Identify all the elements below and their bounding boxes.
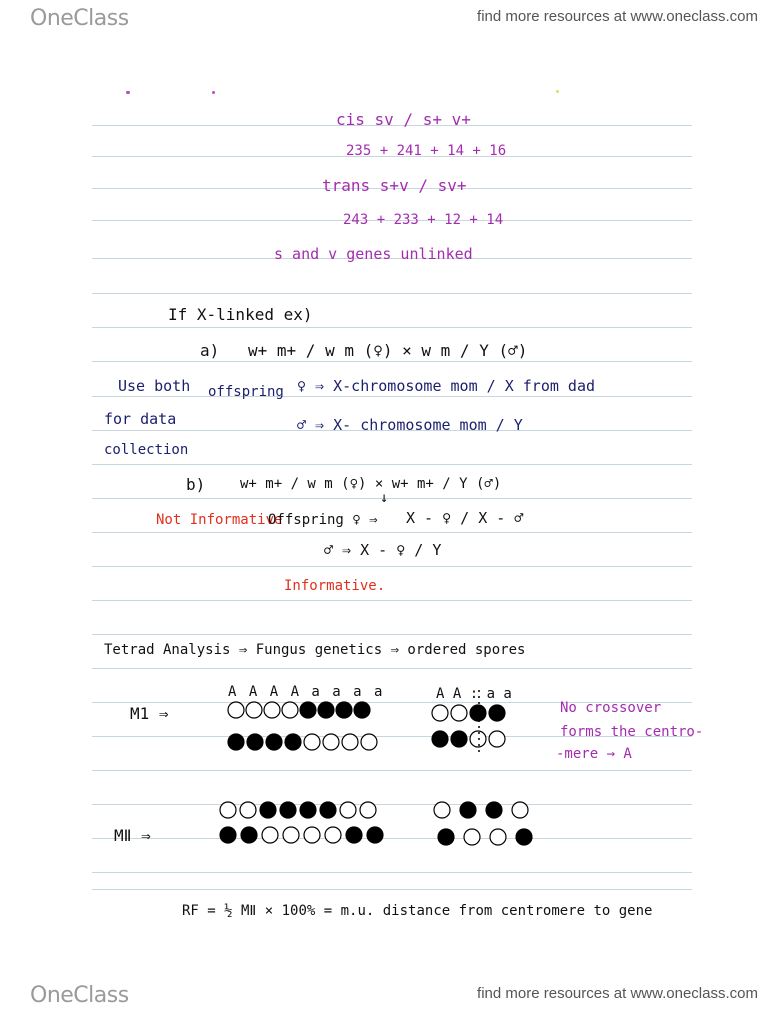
filled-spore — [460, 802, 476, 818]
empty-spore — [434, 802, 450, 818]
rf-formula: RF = ½ MⅡ × 100% = m.u. distance from centromere to gene — [182, 903, 653, 919]
not-informative-note: Not Informative — [156, 512, 283, 528]
empty-spore — [360, 802, 376, 818]
empty-spore — [451, 705, 467, 721]
offspring-b-female: X - ♀ / X - ♂ — [406, 509, 524, 527]
filled-spore — [336, 702, 352, 718]
use-both-note: Use both — [118, 377, 191, 395]
m1-label: M1 ⇒ — [130, 704, 169, 723]
oneclass-logo-bottom: OneClass — [30, 983, 129, 1008]
resources-link-top[interactable]: find more resources at www.oneclass.com — [477, 8, 758, 25]
empty-spore — [282, 702, 298, 718]
empty-spore — [283, 827, 299, 843]
no-crossover-note: -mere → A — [556, 746, 632, 762]
cis-genotype: cis sv / s+ v+ — [336, 110, 471, 129]
filled-spore — [300, 702, 316, 718]
m1-alleles-left: A A A A a a a a — [228, 684, 385, 700]
filled-spore — [438, 829, 454, 845]
trans-counts: 243 + 233 + 12 + 14 — [343, 212, 504, 228]
cross-b: w+ m+ / w m (♀) × w+ m+ / Y (♂) — [240, 476, 502, 492]
x-linked-heading: If X-linked ex) — [168, 305, 313, 324]
tetrad-heading: Tetrad Analysis ⇒ Fungus genetics ⇒ ordered spores — [104, 642, 526, 658]
filled-spore — [354, 702, 370, 718]
empty-spore — [512, 802, 528, 818]
empty-spore — [246, 702, 262, 718]
offspring-b-label: Offspring ♀ ⇒ — [268, 512, 378, 528]
filled-spore — [285, 734, 301, 750]
empty-spore — [262, 827, 278, 843]
filled-spore — [247, 734, 263, 750]
empty-spore — [432, 705, 448, 721]
trans-genotype: trans s+v / sv+ — [322, 176, 467, 195]
filled-spore — [266, 734, 282, 750]
empty-spore — [304, 734, 320, 750]
filled-spore — [486, 802, 502, 818]
m2-label: MⅡ ⇒ — [114, 826, 151, 845]
empty-spore — [325, 827, 341, 843]
cross-b-label: b) — [186, 475, 206, 494]
empty-spore — [489, 731, 505, 747]
empty-spore — [220, 802, 236, 818]
empty-spore — [304, 827, 320, 843]
filled-spore — [300, 802, 316, 818]
filled-spore — [228, 734, 244, 750]
filled-spore — [432, 731, 448, 747]
offspring-a-male: ♂ ⇒ X- chromosome mom / Y — [297, 416, 523, 434]
cross-a-label: a) — [200, 341, 220, 360]
offspring-b-male: ♂ ⇒ X - ♀ / Y — [324, 541, 442, 559]
empty-spore — [464, 829, 480, 845]
offspring-a-female: ♀ ⇒ X-chromosome mom / X from dad — [297, 377, 596, 395]
cross-a: w+ m+ / w m (♀) × w m / Y (♂) — [248, 341, 528, 360]
filled-spore — [489, 705, 505, 721]
use-both-note: for data — [104, 410, 177, 428]
cis-counts: 235 + 241 + 14 + 16 — [346, 143, 507, 159]
empty-spore — [361, 734, 377, 750]
empty-spore — [470, 731, 486, 747]
filled-spore — [346, 827, 362, 843]
down-arrow: ↓ — [380, 490, 389, 506]
empty-spore — [490, 829, 506, 845]
filled-spore — [451, 731, 467, 747]
empty-spore — [323, 734, 339, 750]
offspring-label: offspring — [208, 384, 284, 400]
filled-spore — [318, 702, 334, 718]
informative-note: Informative. — [284, 578, 386, 594]
filled-spore — [367, 827, 383, 843]
empty-spore — [228, 702, 244, 718]
use-both-note: collection — [104, 442, 189, 458]
genes-unlinked-note: s and v genes unlinked — [274, 245, 473, 263]
filled-spore — [516, 829, 532, 845]
no-crossover-note: No crossover — [560, 700, 662, 716]
m1-alleles-right: A A : a a — [436, 686, 512, 702]
filled-spore — [280, 802, 296, 818]
empty-spore — [264, 702, 280, 718]
empty-spore — [240, 802, 256, 818]
filled-spore — [241, 827, 257, 843]
empty-spore — [340, 802, 356, 818]
filled-spore — [220, 827, 236, 843]
filled-spore — [260, 802, 276, 818]
oneclass-logo-top: OneClass — [30, 6, 129, 31]
no-crossover-note: forms the centro- — [560, 724, 704, 740]
filled-spore — [470, 705, 486, 721]
resources-link-bottom[interactable]: find more resources at www.oneclass.com — [477, 985, 758, 1002]
filled-spore — [320, 802, 336, 818]
empty-spore — [342, 734, 358, 750]
